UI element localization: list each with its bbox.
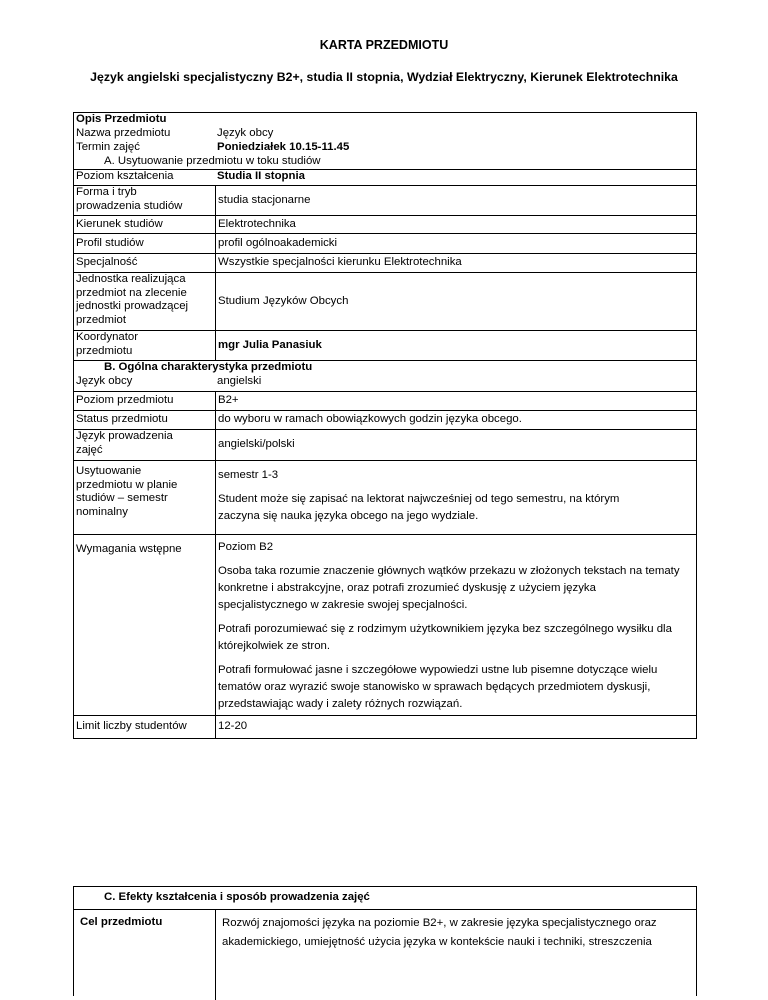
poziom-przedmiotu-value-text: B2+: [218, 394, 239, 407]
nazwa-row: [74, 127, 696, 141]
forma-label: [74, 186, 215, 215]
status-value: [215, 411, 696, 429]
profil-label: [74, 234, 215, 253]
status-row: [74, 410, 696, 429]
jednostka-row: [74, 272, 696, 330]
koordynator-label: [74, 331, 215, 360]
poziom-ksztalcenia-value: Studia II stopnia: [217, 170, 305, 182]
document-title: KARTA PRZEDMIOTU: [319, 38, 449, 52]
status-value-text: do wyboru w ramach obowiązkowych godzin języka obcego.: [218, 413, 522, 426]
profil-value: [215, 234, 696, 253]
limit-row: [74, 715, 696, 738]
limit-label-text: Limit liczby studentów: [76, 720, 187, 733]
opis-heading-row: [74, 113, 696, 127]
section-b-heading: B. Ogólna charakterystyka przedmiotu: [104, 361, 313, 373]
kierunek-row: [74, 215, 696, 233]
usytuowanie-row: [74, 460, 696, 534]
kierunek-value-text: Elektrotechnika: [218, 217, 296, 230]
jednostka-label-line1: Jednostka realizująca: [76, 273, 186, 285]
limit-label: [74, 716, 215, 738]
wymagania-paragraph-2: Potrafi porozumiewać się z rodzimym użytkownikiem języka bez szczególnego wysiłku dla którejkolwiek ze stron.: [218, 623, 672, 652]
jezyk-prowadzenia-label-line2: zajęć: [76, 443, 103, 456]
usytuowanie-label-line1: Usytuowanie: [76, 465, 142, 477]
kierunek-label-text: Kierunek studiów: [76, 217, 163, 230]
forma-label-line1: Forma i tryb: [76, 186, 137, 198]
forma-row: [74, 185, 696, 215]
koordynator-row: [74, 330, 696, 360]
jednostka-value: [215, 273, 696, 330]
forma-value: [215, 186, 696, 215]
koordynator-label-line1: Koordynator: [76, 331, 139, 343]
poziom-ksztalcenia-row: [74, 169, 696, 185]
effects-table: [73, 886, 697, 996]
jezyk-obcy-row: [74, 375, 696, 391]
termin-value: Poniedziałek 10.15-11.45: [217, 141, 350, 153]
nazwa-label: Nazwa przedmiotu: [76, 127, 171, 139]
usytuowanie-note: Student może się zapisać na lektorat najwcześniej od tego semestru, na którym zaczyna się nauka języka obcego na jego wydziale.: [218, 493, 620, 522]
usytuowanie-label-line3: studiów – semestr: [76, 492, 168, 504]
koordynator-value: [215, 331, 696, 360]
jezyk-prowadzenia-value: [215, 430, 696, 460]
poziom-przedmiotu-value: [215, 392, 696, 410]
jezyk-prowadzenia-label-line1: Język prowadzenia: [76, 430, 173, 442]
profil-row: [74, 233, 696, 253]
status-label: [74, 411, 215, 429]
specjalnosc-label-text: Specjalność: [76, 256, 138, 269]
section-a-heading: A. Usytuowanie przedmiotu w toku studiów: [104, 155, 321, 167]
usytuowanie-value: [215, 461, 696, 534]
poziom-ksztalcenia-label: Poziom kształcenia: [76, 170, 174, 182]
specjalnosc-value: [215, 254, 696, 272]
poziom-przedmiotu-row: [74, 391, 696, 410]
termin-label: Termin zajęć: [76, 141, 140, 153]
kierunek-label: [74, 216, 215, 233]
jednostka-label-line2: przedmiot na zlecenie: [76, 286, 187, 299]
profil-label-text: Profil studiów: [76, 236, 144, 249]
cel-row: [74, 910, 696, 1000]
forma-label-line2: prowadzenia studiów: [76, 199, 183, 212]
usytuowanie-label-line2: przedmiotu w planie: [76, 478, 178, 491]
jezyk-obcy-label: Język obcy: [76, 375, 133, 387]
wymagania-level: Poziom B2: [218, 541, 274, 553]
wymagania-row: [74, 534, 696, 715]
specjalnosc-row: [74, 253, 696, 272]
section-c-heading-row: [74, 887, 696, 910]
jednostka-label: [74, 273, 215, 330]
forma-value-text: studia stacjonarne: [218, 193, 311, 206]
usytuowanie-semester: semestr 1-3: [218, 469, 279, 481]
poziom-przedmiotu-label-text: Poziom przedmiotu: [76, 394, 174, 407]
jezyk-prowadzenia-label: [74, 430, 215, 460]
limit-value-text: 12-20: [218, 720, 248, 733]
termin-row: [74, 141, 696, 155]
wymagania-paragraph-3: Potrafi formułować jasne i szczegółowe wypowiedzi ustne lub pisemne dotyczące wielu tematów oraz wyrazić swoje stanowisko w sprawach będących przedmiotem dyskusji, przedstawiając wady i zalety różnych rozwiązań.: [218, 664, 658, 710]
poziom-przedmiotu-label: [74, 392, 215, 410]
specjalnosc-label: [74, 254, 215, 272]
jezyk-prowadzenia-value-text: angielski/polski: [218, 438, 295, 451]
jednostka-value-text: Studium Języków Obcych: [218, 294, 349, 307]
jezyk-obcy-value: angielski: [217, 375, 262, 387]
profil-value-text: profil ogólnoakademicki: [218, 236, 338, 249]
usytuowanie-label: [74, 461, 215, 534]
koordynator-label-line2: przedmiotu: [76, 344, 133, 357]
nazwa-value: Język obcy: [217, 127, 274, 139]
koordynator-value-text: mgr Julia Panasiuk: [218, 338, 322, 351]
cel-text: Rozwój znajomości języka na poziomie B2+, w zakresie języka specjalistycznego oraz akademickiego, umiejętność użycia języka w kontekście nauki i techniki, streszczenia: [222, 917, 657, 948]
limit-value: [215, 716, 696, 738]
jednostka-label-line3: jednostki prowadzącej: [76, 300, 189, 312]
cel-value: [215, 910, 696, 1000]
kierunek-value: [215, 216, 696, 233]
wymagania-label: Wymagania wstępne: [76, 543, 182, 555]
wymagania-value: [215, 535, 696, 715]
opis-heading: Opis Przedmiotu: [76, 113, 167, 125]
usytuowanie-label-line4: nominalny: [76, 505, 128, 518]
section-a-heading-row: [74, 155, 696, 169]
jednostka-label-line4: przedmiot: [76, 313, 127, 326]
wymagania-paragraph-1: Osoba taka rozumie znaczenie głównych wątków przekazu w złożonych tekstach na tematy konkretne i abstrakcyjne, oraz potrafi zrozumieć dyskusję z użyciem języka specjalistycznego w zakresie swojej specjalności.: [218, 565, 680, 611]
jezyk-prowadzenia-row: [74, 429, 696, 460]
document-subtitle: Język angielski specjalistyczny B2+, studia II stopnia, Wydział Elektryczny, Kierunek Elektrotechnika: [90, 70, 678, 84]
section-c-heading: C. Efekty kształcenia i sposób prowadzenia zajęć: [104, 891, 370, 903]
section-b-heading-row: [74, 360, 696, 375]
course-description-table: [73, 112, 697, 739]
status-label-text: Status przedmiotu: [76, 413, 168, 426]
specjalnosc-value-text: Wszystkie specjalności kierunku Elektrotechnika: [218, 256, 462, 269]
cel-label: Cel przedmiotu: [80, 916, 163, 928]
